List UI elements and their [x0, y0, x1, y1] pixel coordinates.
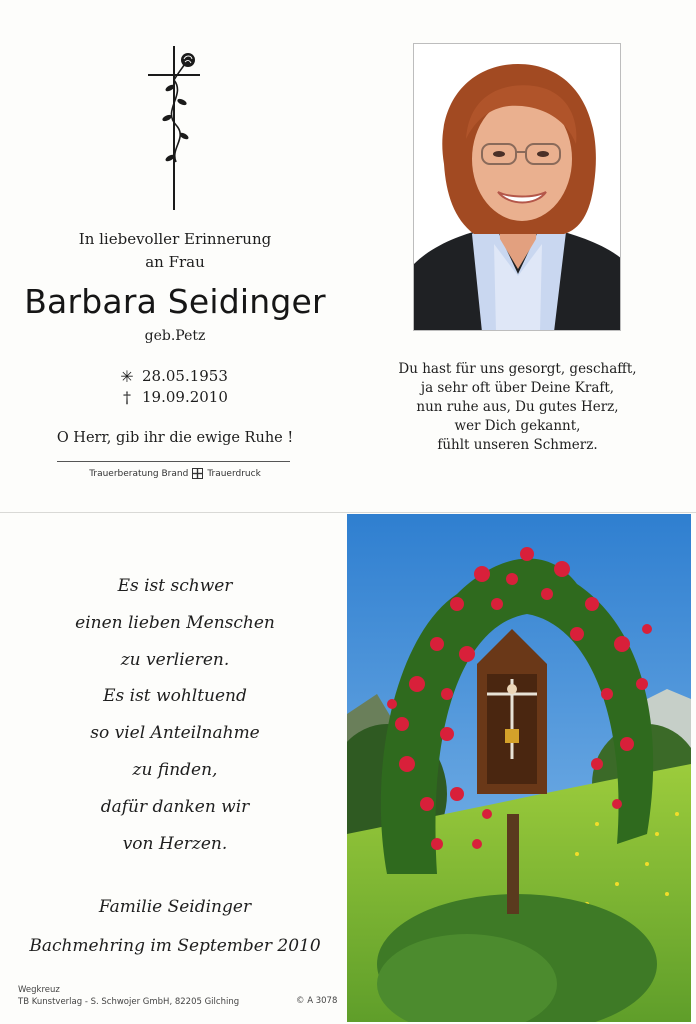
publisher-right: Trauerdruck [207, 468, 261, 479]
poem-line: wer Dich gekannt, [454, 418, 581, 434]
credit-publisher: TB Kunstverlag - S. Schwojer GmbH, 82205 Gilching [18, 997, 240, 1007]
thanks-line: zu finden, [132, 759, 218, 780]
maiden-name: geb.Petz [144, 328, 206, 344]
cross-with-rose-icon [140, 40, 210, 215]
cross-in-square-icon [192, 468, 203, 479]
death-row [112, 387, 228, 408]
thanks-line: so viel Anteilnahme [90, 723, 260, 744]
birth-date: 28.05.1953 [142, 367, 228, 385]
poem-line: nun ruhe aus, Du gutes Herz, [416, 399, 619, 415]
deceased-name: Barbara Seidinger [24, 282, 326, 321]
intro-line-1: In liebevoller Erinnerung [78, 230, 272, 248]
death-cross-icon: † [123, 388, 131, 407]
life-dates [112, 366, 228, 408]
birth-row [112, 366, 228, 387]
publisher-left: Trauerberatung Brand [89, 468, 189, 479]
thanks-line: einen lieben Menschen [75, 612, 275, 633]
birth-star-icon: ✳ [120, 367, 134, 386]
poem-line: Du hast für uns gesorgt, geschafft, [398, 361, 637, 377]
thanks-line: von Herzen. [122, 833, 228, 854]
thank-you-text [20, 568, 330, 862]
intro-line-2: an Frau [145, 253, 205, 271]
thanks-line: Es ist wohltuend [103, 686, 247, 707]
image-credit [18, 984, 239, 1008]
prayer-text: O Herr, gib ihr die ewige Ruhe ! [56, 430, 294, 446]
thanks-line: dafür danken wir [100, 796, 250, 817]
thanks-line: Es ist schwer [117, 576, 233, 596]
copyright-code: © A 3078 [296, 996, 338, 1006]
place-date: Bachmehring im September 2010 [29, 936, 321, 956]
family-signature: Familie Seidinger [98, 897, 252, 917]
wayside-shrine-photo [347, 514, 691, 1022]
publisher-line [40, 468, 310, 479]
poem-line: fühlt unseren Schmerz. [437, 437, 598, 453]
poem-line: ja sehr oft über Deine Kraft, [420, 380, 615, 396]
credit-title: Wegkreuz [18, 985, 60, 995]
poem [375, 360, 660, 455]
thanks-line: zu verlieren. [120, 649, 230, 670]
divider-line [57, 461, 290, 462]
portrait-photo [413, 43, 621, 331]
death-date: 19.09.2010 [142, 388, 228, 406]
